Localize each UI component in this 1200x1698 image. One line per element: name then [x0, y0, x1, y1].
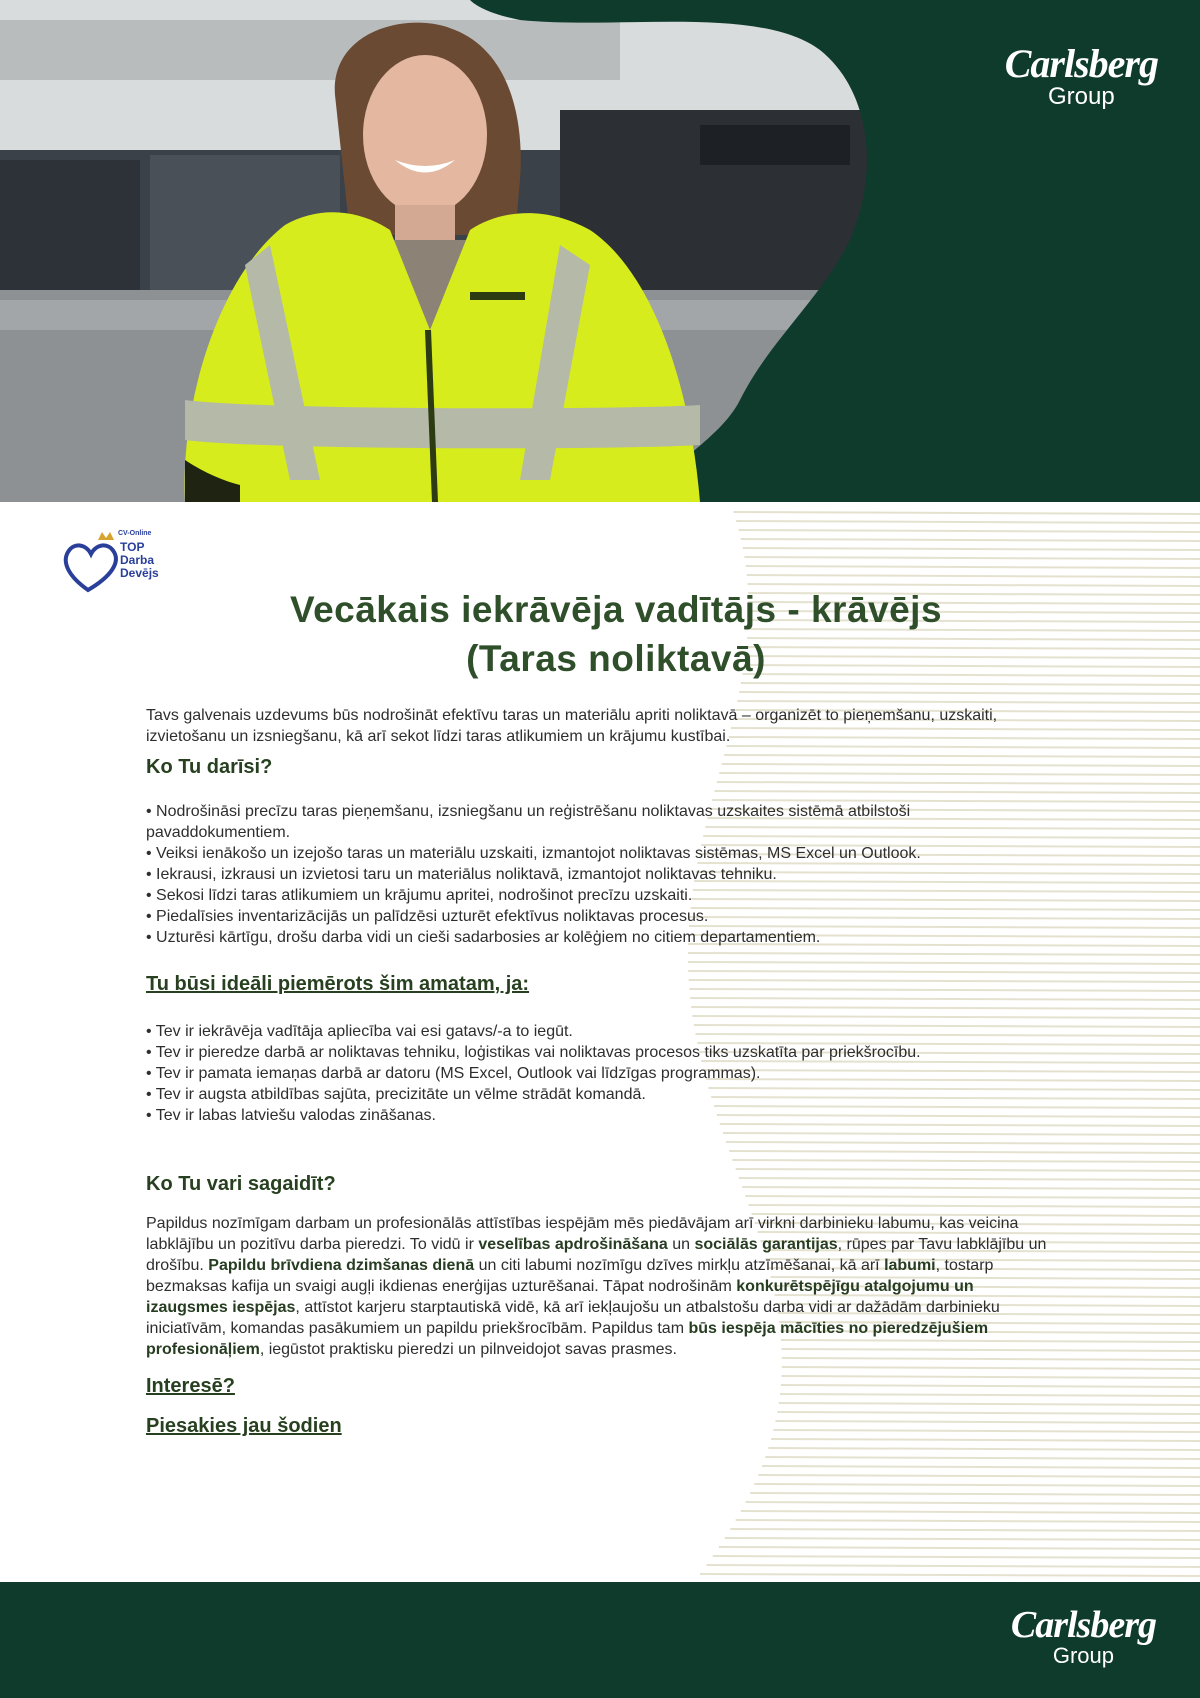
job-title	[146, 585, 1086, 683]
fit-list	[146, 1021, 1054, 1126]
logo-word: Carlsberg	[1010, 1604, 1156, 1646]
stripe-line	[737, 701, 1200, 703]
offer-segment: Papildus nozīmīgam darbam un profesionālās attīstības iespējām mēs piedāvājam arī virkni darbinieku labumu, kas veicina labklājību un pozitīvu darba pieredzi. To vidū ir	[146, 1215, 1019, 1253]
stripe-line	[725, 1538, 1200, 1540]
stripe-line	[746, 1502, 1200, 1504]
offer-highlight: konkurētspējīgu atalgojumu un izaugsmes iespējas	[146, 1278, 974, 1316]
logo-word: Carlsberg	[1004, 41, 1158, 86]
carlsberg-logo	[1004, 41, 1158, 110]
stripe-line	[706, 1565, 1200, 1567]
offer-text	[146, 1213, 1054, 1360]
job-title-line: Vecākais iekrāvēja vadītājs - krāvējs	[289, 589, 943, 630]
stripe-line	[765, 1457, 1200, 1459]
offer-highlight: veselības apdrošināšana	[478, 1236, 668, 1253]
stripe-line	[741, 539, 1200, 541]
fit-item: • Tev ir pamata iemaņas darbā ar datoru (MS Excel, Outlook vai līdzīgas programmas).	[146, 1063, 1054, 1084]
stripe-line	[713, 1556, 1200, 1558]
duty-item: • Uzturēsi kārtīgu, drošu darba vidi un cieši sadarbosies ar kolēģiem no citiem departamentiem.	[146, 927, 1054, 948]
apply-link[interactable]: Piesakies jau šodien	[146, 1415, 342, 1437]
logo-group: Group	[1052, 1643, 1114, 1668]
offer-highlight: labumi	[884, 1257, 936, 1274]
stripe-line	[733, 512, 1200, 514]
offer-highlight: Papildu brīvdiena dzimšanas dienā	[208, 1257, 475, 1274]
duties-list	[146, 801, 1054, 948]
stripe-line	[739, 692, 1200, 694]
stripe-line	[746, 566, 1200, 568]
stripe-line	[739, 530, 1200, 532]
job-title-line: (Taras noliktavā)	[466, 638, 766, 679]
stripe-line	[741, 1511, 1200, 1513]
offer-highlight: būs iespēja mācīties no pieredzējušiem profesionāļiem	[146, 1320, 989, 1358]
offer-segment: , rūpes par Tavu labklājību un drošību.	[146, 1236, 1047, 1274]
duty-item: • Iekrausi, izkrausi un izvietosi taru un materiālus noliktavā, izmantojot noliktavas tehniku.	[146, 864, 1054, 885]
duty-item: • Sekosi līdzi taras atlikumiem un krājumu apritei, nodrošinot precīzu uzskaiti.	[146, 885, 1054, 906]
duty-item: • Nodrošināsi precīzu taras pieņemšanu, izsniegšanu un reģistrēšanu noliktavas uzskaites sistēmā atbilstoši pavaddokumentiem.	[146, 801, 1054, 843]
badge-line: Darba	[120, 553, 155, 567]
stripe-line	[730, 1529, 1200, 1531]
fit-item: • Tev ir augsta atbildības sajūta, precizitāte un vēlme strādāt komandā.	[146, 1084, 1054, 1105]
stripe-line	[747, 575, 1200, 577]
offer-segment: , iegūstot praktisku pieredzi un pilnveidojot savas prasmes.	[259, 1341, 677, 1358]
badge-label	[120, 541, 159, 580]
stripe-line	[700, 1574, 1200, 1576]
duty-item: • Veiksi ienākošo un izejošo taras un materiālu uzskaiti, izmantojot noliktavas sistēmas, MS Excel un Outlook.	[146, 843, 1054, 864]
stripe-line	[754, 1484, 1200, 1486]
stripe-line	[762, 1466, 1200, 1468]
job-content	[146, 705, 1054, 1438]
offer-segment: , attīstot karjeru starptautiskā vidē, kā arī iekļaujošu un atbalstošu darba vidi ar dažādām darbinieku iniciatīvām, komandas pasākumiem un papildu priekšrocībām. Papildus tam	[146, 1299, 1000, 1337]
offer-highlight: sociālās garantijas	[694, 1236, 838, 1253]
offer-heading: Ko Tu vari sagaidīt?	[146, 1173, 336, 1195]
fit-heading: Tu būsi ideāli piemērots šim amatam, ja:	[146, 973, 530, 995]
logo-group: Group	[1048, 83, 1115, 110]
stripe-line	[719, 1547, 1200, 1549]
offer-segment: un citi labumi nozīmīgu dzīves mirkļu atzīmēšanai, kā arī	[474, 1257, 885, 1274]
fit-item: • Tev ir iekrāvēja vadītāja apliecība vai esi gatavs/-a to iegūt.	[146, 1021, 1054, 1042]
carlsberg-logo-footer	[1011, 1606, 1156, 1668]
interest-question: Interesē?	[146, 1375, 235, 1397]
stripe-line	[741, 683, 1200, 685]
stripe-line	[743, 548, 1200, 550]
fit-item: • Tev ir labas latviešu valodas zināšanas.	[146, 1105, 1054, 1126]
stripe-line	[768, 1448, 1200, 1450]
badge-line: Devējs	[120, 566, 159, 580]
duty-item: • Piedalīsies inventarizācijās un palīdzēsi uzturēt efektīvus noliktavas procesus.	[146, 906, 1054, 927]
hero-banner	[0, 0, 1200, 502]
intro-text: Tavs galvenais uzdevums būs nodrošināt efektīvu taras un materiālu apriti noliktavā – organizēt to pieņemšanu, uzskaiti, izvietošanu un izsniegšanu, kā arī sekot līdzi taras atlikumiem un krājumu kustībai.	[146, 707, 998, 745]
stripe-line	[744, 557, 1200, 559]
badge-source: CV-Online	[118, 530, 152, 537]
stripe-line	[771, 1439, 1200, 1441]
fit-item: • Tev ir pieredze darbā ar noliktavas tehniku, loģistikas vai noliktavas procesos tiks uzskatīta par priekšrocību.	[146, 1042, 1054, 1063]
stripe-line	[736, 521, 1200, 523]
footer-band	[0, 1582, 1200, 1698]
stripe-line	[750, 1493, 1200, 1495]
duties-heading: Ko Tu darīsi?	[146, 756, 273, 778]
stripe-line	[758, 1475, 1200, 1477]
stripe-line	[736, 1520, 1200, 1522]
badge-line: TOP	[120, 540, 145, 554]
offer-segment: un	[667, 1236, 695, 1253]
offer-segment: , tostarp bezmaksas kafija un svaigi augļi ikdienas enerģijas uzturēšanai. Tāpat nodrošinām	[146, 1257, 994, 1295]
